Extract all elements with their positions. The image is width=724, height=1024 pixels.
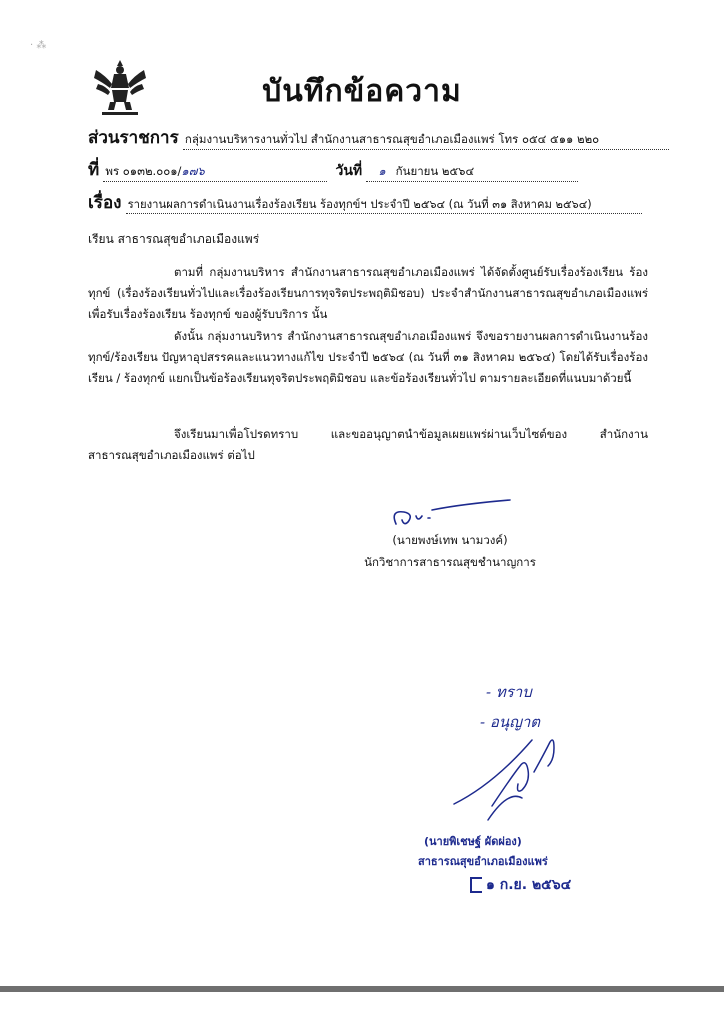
date-value	[366, 163, 578, 182]
signer-position: นักวิชาการสาธารณสุขชำนาญการ	[364, 555, 536, 569]
subject-label: เรื่อง	[88, 193, 122, 213]
paragraph-2: ดังนั้น กลุ่มงานบริหาร สำนักงานสาธารณสุขอำเภอเมืองแพร่ จึงขอรายงานผลการดำเนินงานร้องทุกข์/ร้องเรียน ปัญหาอุปสรรคและแนวทางแก้ไข ประจำปี ๒๕๖๔ (ณ วันที่ ๓๑ สิงหาคม ๒๕๖๔) โดยได้รับเรื่องร้องเรียน / ร้องทุกข์ แยกเป็นข้อร้องเรียนทุจริตประพฤติมิชอบ และข้อร้องเรียนทั่วไป ตามรายละเอียดที่แนบมาด้วยนี้	[88, 329, 648, 385]
paragraph-3: จึงเรียนมาเพื่อโปรดทราบ และขออนุญาตนำข้อมูลเผยแพร่ผ่านเว็บไซต์ของ สำนักงานสาธารณสุขอำเภอเมืองแพร่ ต่อไป	[88, 427, 648, 462]
date-day-handwritten: ๑	[378, 164, 386, 178]
approver-position: สาธารณสุขอำเภอเมืองแพร่	[418, 855, 548, 868]
date-month-year: กันยายน ๒๕๖๔	[395, 164, 475, 178]
reference-row	[88, 156, 578, 183]
paragraph-1: ตามที่ กลุ่มงานบริหาร สำนักงานสาธารณสุขอำเภอเมืองแพร่ ได้จัดตั้งศูนย์รับเรื่องร้องเรียน ร้องทุกข์ (เรื่องร้องเรียนทั่วไปและเรื่องร้องเรียนการทุจริตประพฤติมิชอบ) ประจำสำนักงานสาธารณสุขอำเภอเมืองแพร่ เพื่อรับเรื่องร้องเรียน ร้องทุกข์ ของผู้รับบริการ นั้น	[88, 265, 648, 321]
memo-title: บันทึกข้อความ	[262, 74, 462, 109]
subject-row	[88, 189, 642, 216]
agency-value: กลุ่มงานบริหารงานทั่วไป สำนักงานสาธารณสุขอำเภอเมืองแพร่ โทร ๐๕๔ ๕๑๑ ๒๒๐	[183, 131, 669, 150]
reference-number	[103, 163, 327, 182]
stamp-bracket-icon	[470, 877, 482, 893]
approval-date: ๑ ก.ย. ๒๕๖๔	[486, 877, 572, 893]
approval-note-permit: - อนุญาต	[480, 713, 541, 731]
signer-name: (นายพงษ์เทพ นามวงค์)	[392, 533, 508, 547]
subject-value: รายงานผลการดำเนินงานเรื่องร้องเรียน ร้องทุกข์ฯ ประจำปี ๒๕๖๔ (ณ วันที่ ๓๑ สิงหาคม ๒๕๖๔)	[126, 195, 642, 214]
reference-label: ที่	[88, 160, 100, 180]
reference-prefix: พร ๐๑๓๒.๐๐๑/	[105, 164, 182, 178]
approval-date-stamp	[470, 874, 571, 896]
agency-label: ส่วนราชการ	[88, 128, 179, 148]
scan-specks: · ⁂	[30, 40, 47, 51]
reference-handwritten-number: ๑๗๖	[181, 164, 205, 178]
scan-bottom-edge	[0, 986, 724, 992]
salutation: เรียน สาธารณสุขอำเภอเมืองแพร่	[88, 232, 260, 246]
approver-name: (นายพิเชษฐ์ ผัดผ่อง)	[424, 835, 522, 848]
signer-signature	[388, 496, 512, 530]
approval-note-acknowledge: - ทราบ	[486, 683, 532, 701]
approver-signature	[448, 728, 578, 824]
agency-row	[88, 124, 669, 151]
date-label: วันที่	[335, 163, 363, 179]
